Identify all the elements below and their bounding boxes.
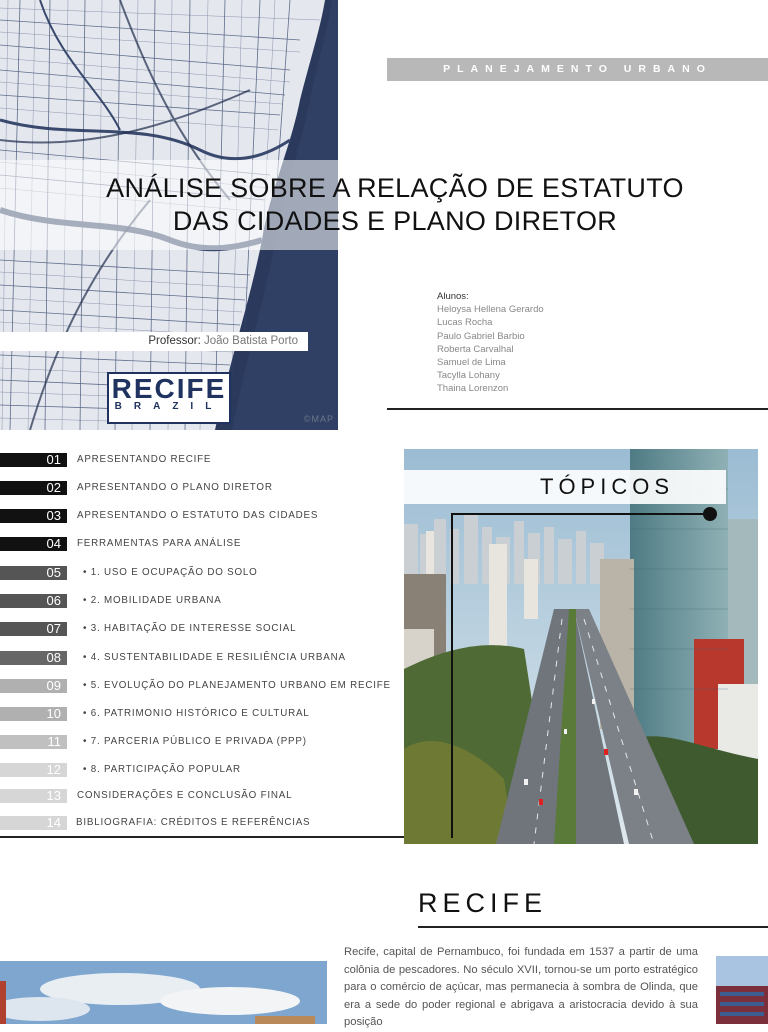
topic-item: [0, 735, 400, 749]
student-name: Tacylla Lohany: [437, 370, 500, 382]
topic-item: [0, 816, 400, 830]
topic-number: 12: [0, 763, 67, 777]
topic-item: [0, 651, 400, 665]
category-tag: PLANEJAMENTO URBANO: [387, 58, 768, 81]
building-photo: [716, 956, 768, 1024]
student-name: Heloysa Hellena Gerardo: [437, 304, 544, 316]
logo-brazil-text: BRAZIL: [114, 401, 224, 412]
topic-number: 14: [0, 816, 67, 830]
topic-item: [0, 707, 400, 721]
topic-number: 02: [0, 481, 67, 495]
bracket-line: [452, 513, 710, 515]
topic-number: 08: [0, 651, 67, 665]
topic-item: [0, 566, 400, 580]
title-line-2: DAS CIDADES E PLANO DIRETOR: [172, 206, 618, 236]
topic-number: 11: [0, 735, 67, 749]
topic-label: • 5. EVOLUÇÃO DO PLANEJAMENTO URBANO EM RECIFE: [83, 680, 391, 691]
recife-brazil-logo: [107, 372, 231, 424]
topic-item: [0, 622, 400, 636]
recife-skyline-photo: [0, 961, 327, 1024]
topic-label: • 4. SUSTENTABILIDADE E RESILIÊNCIA URBANA: [83, 652, 346, 663]
topic-number: 13: [0, 789, 67, 803]
student-name: Samuel de Lima: [437, 357, 506, 369]
topic-number: 03: [0, 509, 67, 523]
recife-intro-text: Recife, capital de Pernambuco, foi fundada em 1537 a partir de uma colônia de pescadores. No século XVII, tornou-se um porto estratégico para o comércio de açúcar, mas permanecia à sombra de Olinda, que era a sede do poder regional e abrigava a aristocracia devido à sua posição: [344, 946, 698, 1028]
student-name: Roberta Carvalhal: [437, 343, 514, 355]
topic-number: 04: [0, 537, 67, 551]
topic-label: CONSIDERAÇÕES E CONCLUSÃO FINAL: [77, 790, 293, 801]
students-label: Alunos:: [437, 291, 469, 302]
divider: [0, 836, 404, 838]
topic-number: 09: [0, 679, 67, 693]
topic-label: • 1. USO E OCUPAÇÃO DO SOLO: [83, 567, 258, 578]
topic-label: APRESENTANDO RECIFE: [77, 454, 212, 465]
topic-label: • 7. PARCERIA PÚBLICO E PRIVADA (PPP): [83, 736, 307, 747]
professor-credit: [0, 332, 308, 351]
topic-item: [0, 789, 400, 803]
student-name: Thaina Lorenzon: [437, 383, 509, 395]
topic-item: [0, 594, 400, 608]
students-list: [437, 290, 544, 396]
topic-label: • 3. HABITAÇÃO DE INTERESSE SOCIAL: [83, 623, 297, 634]
divider: [387, 408, 768, 410]
topic-item: [0, 481, 400, 495]
topic-item: [0, 679, 400, 693]
topic-item: [0, 763, 400, 777]
map-credit: ©MAP: [303, 414, 334, 424]
topic-number: 10: [0, 707, 67, 721]
topic-number: 01: [0, 453, 67, 467]
topic-label: • 8. PARTICIPAÇÃO POPULAR: [83, 764, 241, 775]
student-name: Lucas Rocha: [437, 317, 493, 329]
topic-item: [0, 509, 400, 523]
topic-label: APRESENTANDO O ESTATUTO DAS CIDADES: [77, 510, 319, 521]
title-line-1: ANÁLISE SOBRE A RELAÇÃO DE ESTATUTO: [106, 173, 684, 203]
topic-label: BIBLIOGRAFIA: CRÉDITOS E REFERÊNCIAS: [76, 817, 311, 828]
page-title: [40, 172, 750, 238]
student-name: Paulo Gabriel Barbio: [437, 330, 525, 342]
topic-label: • 2. MOBILIDADE URBANA: [83, 595, 222, 606]
topic-item: [0, 537, 400, 551]
bracket-dot: [703, 507, 717, 521]
professor-name: João Batista Porto: [204, 335, 298, 347]
topics-heading: TÓPICOS: [540, 474, 675, 499]
section-title-recife: RECIFE: [418, 888, 548, 918]
topic-label: FERRAMENTAS PARA ANÁLISE: [77, 538, 242, 549]
topic-label: APRESENTANDO O PLANO DIRETOR: [77, 482, 273, 493]
topic-number: 07: [0, 622, 67, 636]
bracket-line: [451, 513, 453, 838]
professor-label: Professor:: [148, 335, 201, 347]
topic-number: 05: [0, 566, 67, 580]
topic-item: [0, 453, 400, 467]
topic-label: • 6. PATRIMONIO HISTÓRICO E CULTURAL: [83, 708, 310, 719]
topic-number: 06: [0, 594, 67, 608]
logo-recife-text: RECIFE: [111, 373, 227, 404]
divider: [418, 926, 768, 928]
